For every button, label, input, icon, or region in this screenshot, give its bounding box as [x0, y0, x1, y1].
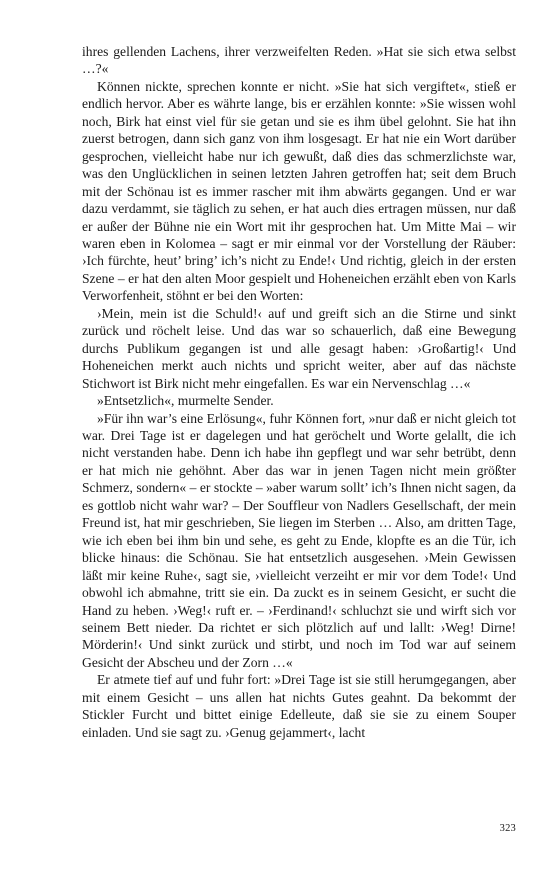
- paragraph-5: »Für ihn war’s eine Erlösung«, fuhr Können fort, »nur daß er nicht gleich tot war. Drei Tage ist er dagelegen und hat geröchelt und Worte gelallt, die ich nicht verstanden habe. Denn ich habe ihn gepflegt und war sehr betrübt, denn er hat mich nie gehöhnt. Aber das war in jenen Tagen nicht mein größter Schmerz, sondern« – er stockte – »aber warum sollt’ ich’s Ihnen nicht sagen, da es gottlob nicht wahr war? – Der Souffleur von Nadlers Gesellschaft, der mein Freund ist, hat mir geschrieben, Sie liegen im Sterben … Also, am dritten Tage, wie ich eben bei ihm bin und sehe, es geht zu Ende, klopfte es an die Tür, ich blicke hinaus: die Schönau. Sie hat entsetzlich ausgesehen. ›Mein Gewissen läßt mir keine Ruhe‹, sagt sie, ›vielleicht verzeiht er mir vor dem Tode!‹ Und obwohl ich abmahne, tritt sie ein. Da zuckt es in seinem Gesicht, er sucht die Hand zu heben. ›Weg!‹ ruft er. – ›Ferdinand!‹ schluchzt sie und wirft sich vor seinem Bett nieder. Da richtet er sich plötzlich auf und lallt: ›Weg! Dirne! Mörderin!‹ Und sinkt zurück und stirbt, und noch im Tod war auf seinem Gesicht der Abscheu und der Zorn …«: [82, 410, 516, 670]
- paragraph-1: ihres gellenden Lachens, ihrer verzweifelten Reden. »Hat sie sich etwa selbst …?«: [82, 44, 516, 77]
- page-number: 323: [499, 823, 516, 834]
- paragraph-3: ›Mein, mein ist die Schuld!‹ auf und greift sich an die Stirne und sinkt zurück und röchelt leise. Und das war so schauerlich, daß eine Bewegung durchs Publikum gegangen ist und alle gesagt haben: ›Großartig!‹ Und Hoheneichen merkt auch nichts und spricht weiter, aber auf das nächste Stichwort ist Birk nicht mehr eingefallen. Es war ein Nervenschlag …«: [82, 305, 516, 391]
- page-body: [82, 43, 516, 741]
- paragraph-4: »Entsetzlich«, murmelte Sender.: [97, 393, 274, 409]
- paragraph-2: Können nickte, sprechen konnte er nicht. »Sie hat sich vergiftet«, stieß er endlich hervor. Aber es währte lange, bis er erzählen konnte: »Sie wissen wohl noch, Birk hat einst viel für sie getan und sie es ihm übel gelohnt. Sie hat ihn zuerst betrogen, dann sich ganz von ihm losgesagt. Er hat nie ein Wort darüber gesprochen, vielleicht habe nur ich gewußt, daß dies das schmerzlichste war, was den Unglücklichen in seinen letzten Jahren getroffen hat; seit dem Bruch mit der Schönau ist es immer rascher mit ihm abwärts gegangen. Und er war dazu verdammt, sie täglich zu sehen, er hat auch dies ertragen müssen, nur daß er außer der Bühne nie ein Wort mit ihr gesprochen hat. Um Mitte Mai – wir waren eben in Kolomea – sagt er mir einmal vor der Vorstellung der Räuber: ›Ich fürchte, heut’ bring’ ich’s nicht zu Ende!‹ Und richtig, gleich in der ersten Szene – er hat den alten Moor gespielt und Hoheneichen erzählt eben von Karls Verworfenheit, stöhnt er bei den Worten:: [82, 78, 516, 304]
- paragraph-6: Er atmete tief auf und fuhr fort: »Drei Tage ist sie still herumgegangen, aber mit einem Gesicht – uns allen hat nichts Gutes geahnt. Da bekommt der Stickler Furcht und bittet einige Edelleute, daß sie sie zu einem Souper einladen. Und sie sagt zu. ›Genug gejammert‹, lacht: [82, 672, 516, 740]
